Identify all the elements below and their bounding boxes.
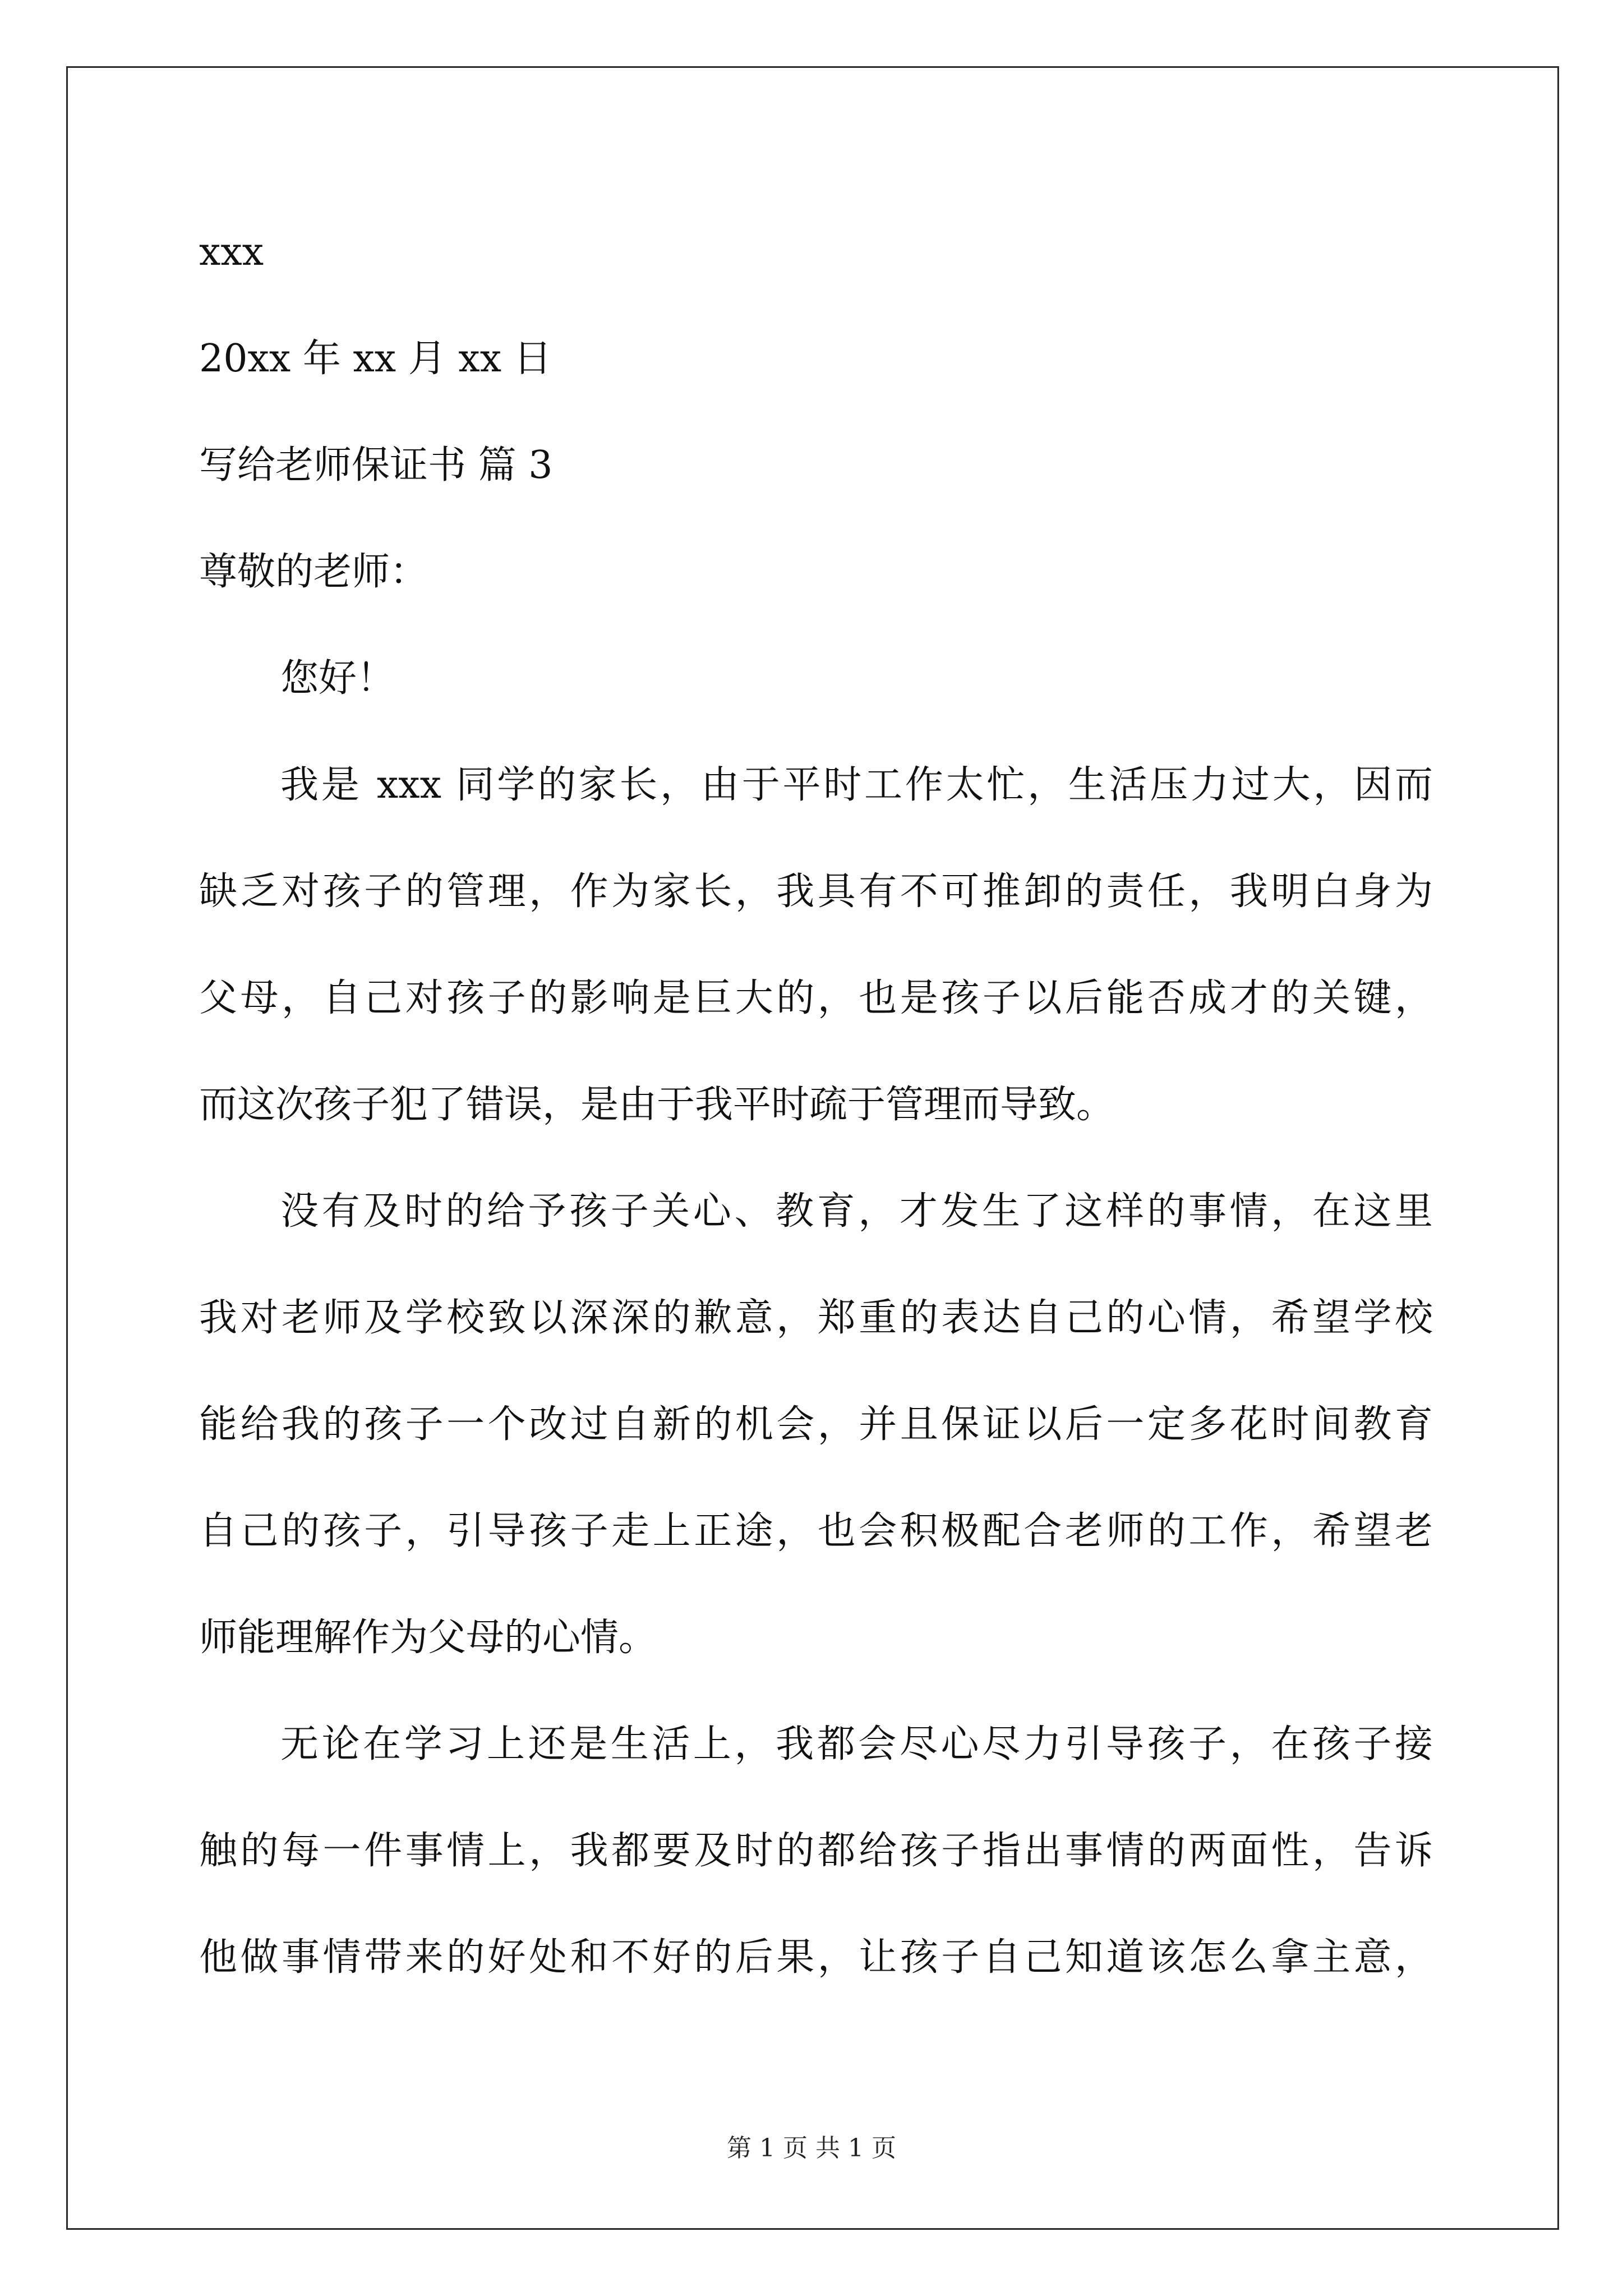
paragraph-line: 无论在学习上还是生活上，我都会尽心尽力引导孩子，在孩子接 [280, 1722, 1433, 1766]
paragraph-line: 师能理解作为父母的心情。 [199, 1616, 657, 1660]
paragraph-line: 我对老师及学校致以深深的歉意，郑重的表达自己的心情，希望学校 [199, 1296, 1433, 1340]
salutation: 尊敬的老师： [199, 550, 428, 594]
page-border [66, 66, 1559, 2230]
paragraph-line: 他做事情带来的好处和不好的后果，让孩子自己知道该怎么拿主意， [199, 1935, 1433, 1980]
paragraph-line: 能给我的孩子一个改过自新的机会，并且保证以后一定多花时间教育 [199, 1402, 1433, 1447]
paragraph-line: 父母，自己对孩子的影响是巨大的，也是孩子以后能否成才的关键， [199, 976, 1433, 1020]
greeting: 您好！ [280, 656, 395, 701]
paragraph-line: 自己的孩子，引导孩子走上正途，也会积极配合老师的工作，希望老 [199, 1509, 1433, 1553]
signature-name: xxx [199, 230, 264, 274]
paragraph-line: 缺乏对孩子的管理，作为家长，我具有不可推卸的责任，我明白身为 [199, 869, 1433, 914]
section-heading: 写给老师保证书 篇 3 [199, 443, 553, 487]
paragraph-line: 没有及时的给予孩子关心、教育，才发生了这样的事情，在这里 [280, 1189, 1433, 1234]
paragraph-line: 我是 xxx 同学的家长，由于平时工作太忙，生活压力过大，因而 [280, 763, 1433, 807]
paragraph-line: 触的每一件事情上，我都要及时的都给孩子指出事情的两面性，告诉 [199, 1829, 1433, 1873]
paragraph-line: 而这次孩子犯了错误，是由于我平时疏于管理而导致。 [199, 1083, 1115, 1127]
letter-date: 20xx 年 xx 月 xx 日 [199, 337, 552, 381]
page-footer: 第 1 页 共 1 页 [727, 2134, 896, 2162]
